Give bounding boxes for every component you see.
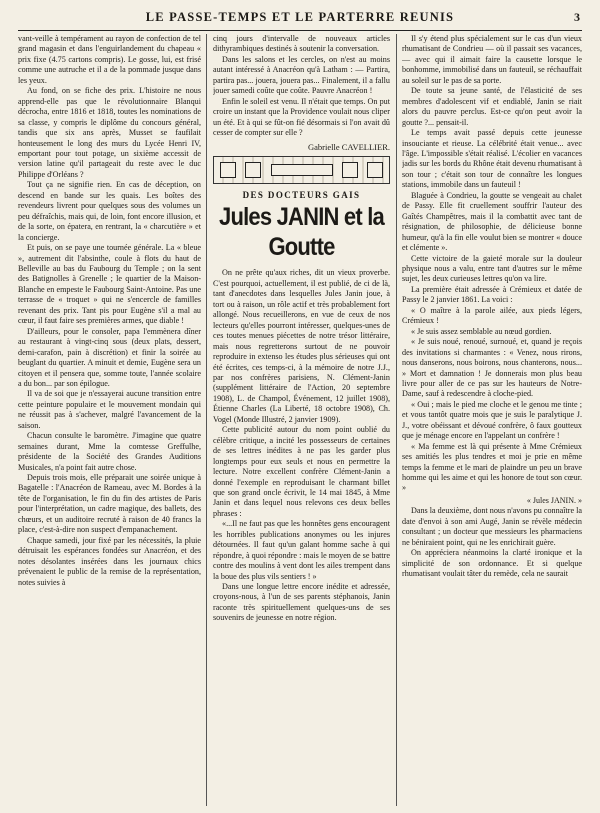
page-header bbox=[18, 8, 582, 31]
paragraph: Dans une longue lettre encore inédite et adressée, croyons-nous, à l'un de ses parents stéphanois, Janin raconte très spirituellement quelques-uns de ses souvenirs de jeunesse en notre région. bbox=[213, 582, 390, 623]
paragraph: Cette victoire de la gaieté morale sur la douleur physique nous a valu, entre tant d'autres sur le même sujet, les deux curieuses lettres qu'on va lire. bbox=[402, 253, 582, 284]
quoted-paragraph: « Je suis noué, renoué, surnoué, et, quand je reçois des invitations si charmantes : « Venez, nous rirons, nous danserons, nous boirons, nous chanterons, nous... » Mort et damnation ! Je donnerais mon plus beau livre pour aller de ce pas sur les hauteurs de Notre-Dame, sauf à redescendre à cloche-pied. bbox=[402, 337, 582, 399]
column-3 bbox=[402, 34, 582, 806]
article-headline: Jules JANIN et la Goutte bbox=[219, 202, 384, 262]
column-2 bbox=[213, 34, 390, 806]
ornament-square bbox=[245, 162, 261, 178]
paragraph: Depuis trois mois, elle préparait une soirée unique à Bagatelle : l'Anacréon de Rameau, avec M. Bordes à la tête de l'organisation, le fin du fin des artistes de Paris pour l'interprétation, un cadre magique, des ballets, des chœurs, et un auditoire recruté à raison de 40 francs la place, c'est-à-dire non suspect d'empanachement. bbox=[18, 473, 201, 535]
paragraph: Il s'y étend plus spécialement sur le cas d'un vieux rhumatisant de Condrieu — où il passait ses vacances, — avec qui il aimait faire la causette lorsque le bonhomme, immobilisé dans un fauteuil, se réchauffait au soleil sur le pas de sa porte. bbox=[402, 34, 582, 85]
author-signature: Gabrielle CAVELLIER. bbox=[308, 141, 390, 152]
column-1 bbox=[18, 34, 201, 806]
ornament-square bbox=[367, 162, 383, 178]
paragraph: Chaque samedi, jour fixé par les nécessités, la pluie détruisait les espérances fondées sur Anacréon, et des notes désolantes insérées dans les journaux chics prévenaient le public de la remise de la représentation, notes suivies à bbox=[18, 535, 201, 587]
quoted-paragraph: « Je suis assez semblable au nœud gordien. bbox=[411, 326, 552, 336]
ornament-bar bbox=[271, 164, 333, 176]
paragraph: Tout ça ne signifie rien. En cas de déception, on descend en bande sur les quais. Les boîtes des revendeurs livrent pour quelques sous des volumes un peu défraîchis, mais qui, de loin, font encore illusion, et de la sorte, on épatera, en rentrant, la « charcutière » et la concierge. bbox=[18, 180, 201, 242]
paragraph: Il va de soi que je n'essayerai aucune transition entre cette peinture populaire et le mouvement mondain qui ne réussit pas à s'achever, malgré l'avancement de la saison. bbox=[18, 389, 201, 430]
page-number: 3 bbox=[574, 10, 580, 24]
paragraph: Enfin le soleil est venu. Il n'était que temps. On put croire un instant que la Providence voulait nous cliper un été. Et à qui se fût-on fié désormais si l'on avait dû cesser de compter sur elle ? bbox=[213, 96, 390, 138]
paragraph: On appréciera néanmoins la clarté ironique et la simplicité de son ordonnance. Et si quelque rhumatisant voulait tâter du remède, cela ne saurait bbox=[402, 548, 582, 579]
ornament-square bbox=[220, 162, 236, 178]
letter-signature: « Jules JANIN. » bbox=[526, 495, 582, 505]
paragraph: Blaguée à Condrieu, la goutte se vengeait au chalet de Passy. Elle fit cruellement souffrir l'auteur des Gaîtés Champêtres, mais il la combattit avec tant de résignation, de philosophie, de délicieuse bonne humeur, qu'à la fin elle voulut bien se montrer « douce et clémente ». bbox=[402, 190, 582, 253]
column-divider bbox=[396, 34, 397, 806]
paragraph: Le temps avait passé depuis cette jeunesse insouciante et rieuse. La célébrité était venue... avec l'âge. L'impossible s'était réalisé. L'écolier en vacances jadis sur les bords du Rhône était devenu rhumatisant à son tour ; c'était son tour de connaître les longues stations, immobile dans un fauteuil ! bbox=[402, 128, 582, 190]
paragraph: Dans les salons et les cercles, on n'est au moins autant intéressé à Anacréon qu'à Latham : — Partira, partira pas... jouera, jouera pas... Finalement, il a fallu jouer samedi coûte que coûte. Pauvre Anacréon ! bbox=[213, 54, 390, 96]
paragraph: «...Il ne faut pas que les honnêtes gens encouragent les horribles publications anonymes ou les injures détournées. Il faut qu'un galant homme sache à qui répondre, à quoi répondre : mais le moyen de se battre contre des moulins à vent dont les ailes trempent dans la boue des plus vils sentiers ! » bbox=[213, 519, 390, 581]
paragraph: Dans la deuxième, dont nous n'avons pu connaître la date d'envoi à son ami Augé, Janin se révèle médecin consultant ; un docteur que messieurs les pharmaciens ne béniraient point, qui ne les enrichirait guère. bbox=[402, 506, 582, 547]
paragraph: Au fond, on se fiche des prix. L'histoire ne nous apprend-elle pas que le révolutionnaire Blanqui décrocha, entre 1816 et 1818, toutes les nominations de sa classe, y compris le diplôme du concours général, tandis que six ans après, Musset se faufilait honteusement le long des murs du Lycée Henri IV, emportant pour tout potage, un sixième accessit de version latine qu'il partageait du reste avec le duc Philippe d'Orléans ? bbox=[18, 86, 201, 179]
paragraph: D'ailleurs, pour le consoler, papa l'emmènera dîner au restaurant à vingt-cinq sous (deux plats, dessert, demi-carafon, pain à discrétion) et finir la soirée au beuglant du quartier. A minuit et demie, Eugène sera un citoyen et il pensera que, somme toute, l'année scolaire a du bon... par son épilogue. bbox=[18, 326, 201, 388]
column-divider bbox=[206, 34, 207, 806]
paragraph: Chacun consulte le baromètre. J'imagine que quatre semaines durant, Mme la comtesse Greffulhe, présidente de la Société des Grandes Auditions Musicales, n'a point fait autre chose. bbox=[18, 431, 201, 472]
ornament-square bbox=[342, 162, 358, 178]
decorative-ornament-band bbox=[213, 156, 390, 184]
paragraph: vant-veille à tempérament au rayon de confection de tel grand magasin et dans l'enguirlandement du chapeau « prix fixe (4.75 cartons compris). Le gosse, lui, est frisé comme une autruche et il a de la pommade jusque dans les yeux. bbox=[18, 34, 201, 85]
quoted-paragraph: « Ma femme est là qui présente à Mme Crémieux ses amitiés les plus tendres et moi je prie en même temps la femme et le mari de plaindre un peu un brave homme qui les aime et qui les honore de tout son cœur. » bbox=[402, 441, 582, 493]
paragraph: De toute sa jeune santé, de l'élasticité de ses membres d'adolescent vif et endiablé, Janin se riait alors du pauvre perclus. Est-ce qu'on peut avoir la goutte ?... pensait-il. bbox=[402, 86, 582, 127]
masthead-title: LE PASSE-TEMPS ET LE PARTERRE REUNIS bbox=[145, 10, 455, 24]
paragraph: On ne prête qu'aux riches, dit un vieux proverbe. C'est pourquoi, actuellement, il est publié, de ci de là, tant d'anecdotes dans lesquelles Jules Janin joue, à tort ou à raison, un rôle actif et très probablement fort allongé. Nous recueillerons, en vue de ceux de nos lecteurs qu'elles pourront intéresser, quelques-unes de ces toutes menues piécettes de notre trésor littéraire, mais nous regretterons surtout de ne pouvoir reproduire in extenso les études plus sérieuses qui ont été écrites, ces temps-ci, à la mémoire de notre J.J., par nos confrères parisiens, N. Clément-Janin (supplément littéraire de l'Action, 20 septembre 1908), L. de Champol, Événement, 12 juillet 1908), Étienne Charles (La Liberté, 18 octobre 1908), Ch. Vogel (Monde Illustré, 2 janvier 1909). bbox=[213, 268, 390, 424]
paragraph: cinq jours d'intervalle de nouveaux articles dithyrambiques destinés à soutenir la conversation. bbox=[213, 34, 390, 54]
section-rubric: DES DOCTEURS GAIS bbox=[242, 189, 361, 200]
paragraph: La première était adressée à Crémieux et datée de Passy le 2 janvier 1861. La voici : bbox=[402, 284, 582, 305]
paragraph: Cette publicité autour du nom point oublié du célèbre critique, a incité les possesseurs de certaines de ses lettres inédites à ne pas les garder plus longtemps pour eux seuls et nous en permettre la lecture. Notre excellent confrère Clément-Janin a donné l'exemple en reproduisant le charmant billet que son grand oncle écrivit, le 14 mai 1845, à Mme Janin et dans lequel nous relevons ces deux belles phrases : bbox=[213, 425, 390, 518]
quoted-paragraph: « O maître à la parole ailée, aux pieds légers, Crémieux ! bbox=[402, 305, 582, 326]
paragraph: Et puis, on se paye une tournée générale. La « bleue », autrement dit l'absinthe, coule à flots du haut de Belleville au bas du Faubourg du Temple ; on la sent des Batignolles à Grenelle ; le quartier de la Maison-Blanche en empeste le Faubourg Saint-Antoine. Pas une terrasse de « troquet » qui ne s'encercle de familles revenant des prix. Tant pis pour Eugène s'il a mal au cœur, il faut faire ses premières armes, que diable ! bbox=[18, 243, 201, 326]
quoted-paragraph: « Oui ; mais le pied me cloche et le genou me tinte ; et vous tantôt quatre mois que je suis le paralytique J. J., votre obéissant et dévoué confrère, ô faux goutteux que je ménage encore en l'appelant un confrère ! bbox=[402, 399, 582, 441]
